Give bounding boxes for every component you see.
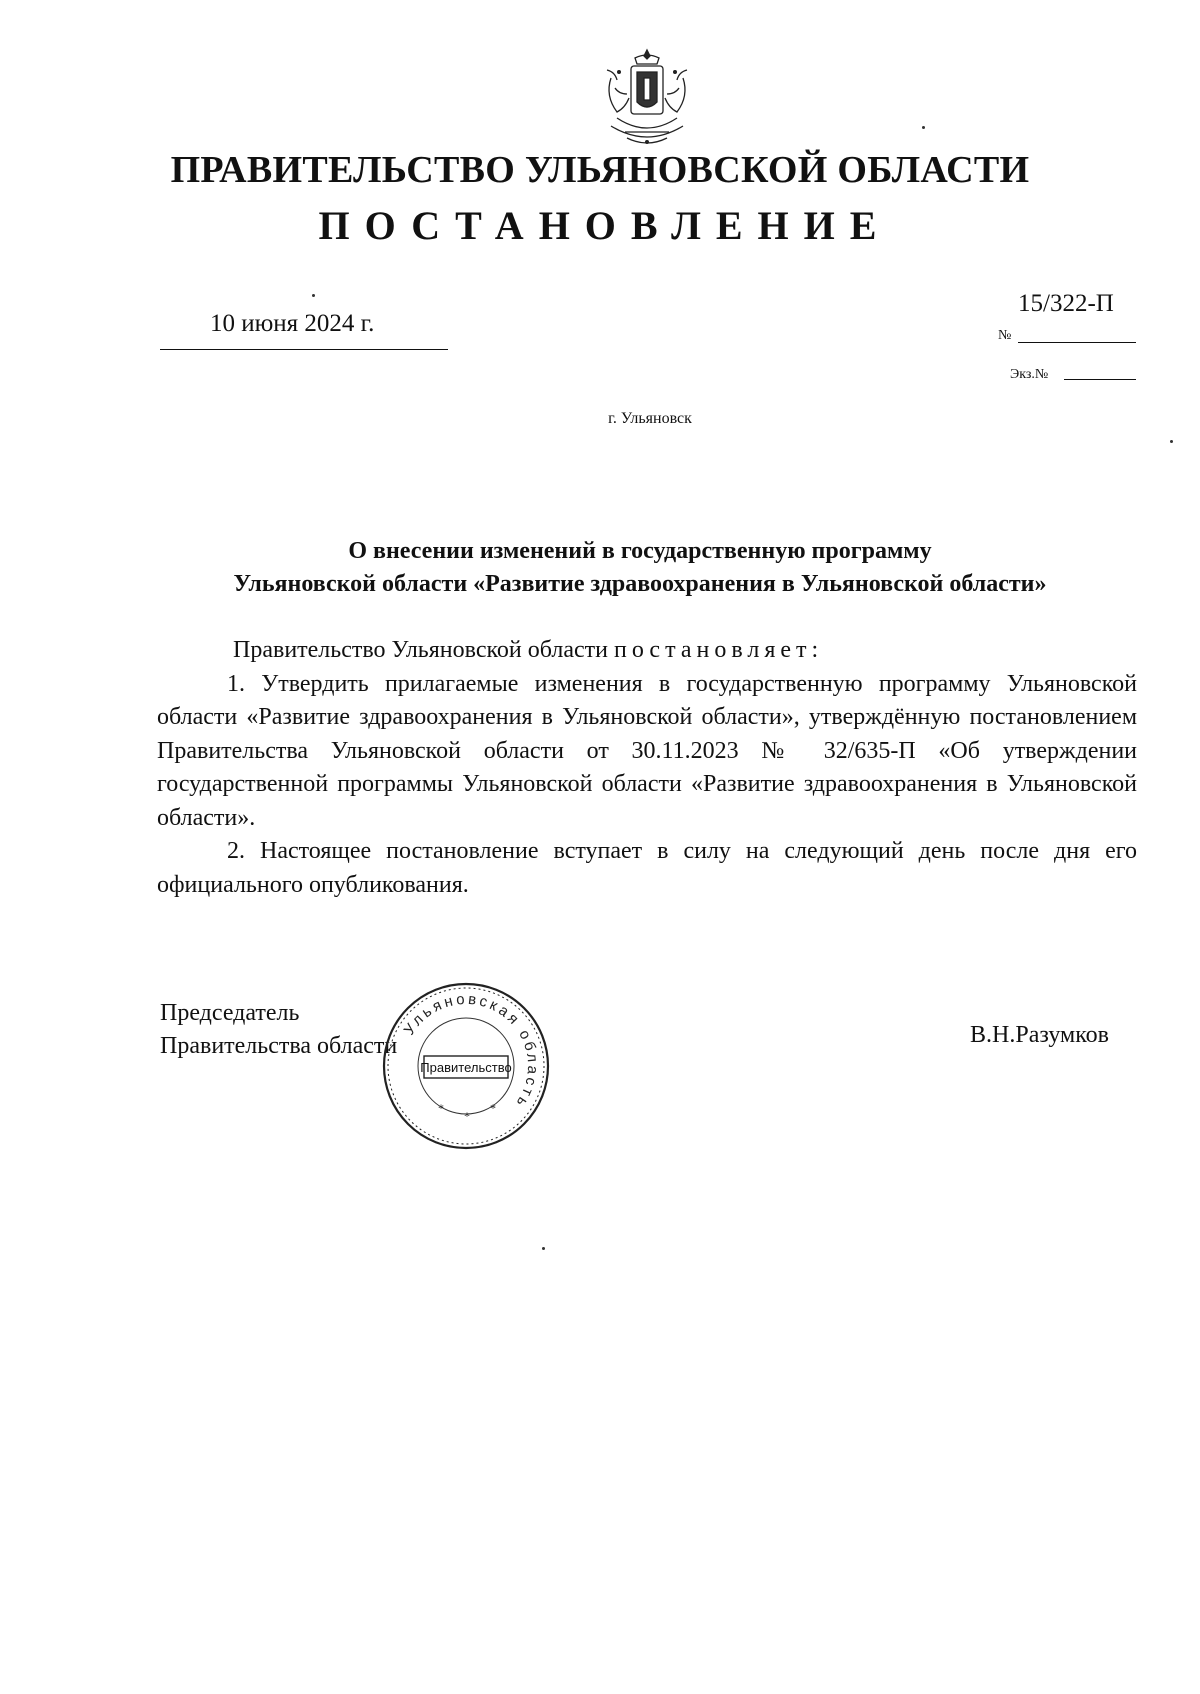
organization-title: ПРАВИТЕЛЬСТВО УЛЬЯНОВСКОЙ ОБЛАСТИ [170,149,1030,191]
document-type-heading: ПОСТАНОВЛЕНИЕ [318,203,892,248]
svg-text:*: * [490,1101,496,1115]
intro-paragraph [157,634,1137,668]
signatory-title-line-2: Правительства области [160,1033,398,1059]
scan-speck [312,294,315,297]
city-label: г. Ульяновск [608,410,692,427]
signatory-name: В.Н.Разумков [970,1022,1109,1048]
scan-speck [542,1247,545,1250]
official-seal-stamp [380,980,552,1152]
copy-number-underline [1064,379,1136,380]
document-subject [140,535,1140,601]
date-underline [160,349,448,350]
signatory-title [160,997,397,1063]
document-number: 15/322-П [1018,290,1114,317]
item-2-paragraph: 2. Настоящее постановление вступает в силу на следующий день после дня его официального опубликования. [157,838,1137,898]
intro-verb: постановляет: [613,637,824,663]
document-date: 10 июня 2024 г. [210,310,375,337]
copy-number-label: Экз.№ [1010,367,1049,382]
svg-text:Правительство: Правительство [420,1060,512,1075]
number-underline [1018,342,1136,343]
item-1-paragraph: 1. Утвердить прилагаемые изменения в государственную программу Ульяновской области «Развитие здравоохранения в Ульяновской области», утверждённую постановлением Правительства Ульяновской области от 30.11.2023 № 32/635-П «Об утверждении государственной программы Ульяновской области «Развитие здравоохранения в Ульяновской области». [157,670,1137,831]
svg-text:*: * [464,1109,470,1123]
intro-prefix: Правительство Ульяновской области [233,637,614,663]
scan-speck [922,126,925,129]
coat-of-arms-emblem [597,48,697,150]
subject-line-1: О внесении изменений в государственную программу [348,538,932,564]
document-body [157,634,1137,902]
number-sign-label: № [998,328,1012,343]
svg-text:*: * [438,1101,444,1115]
signatory-title-line-1: Председатель [160,1000,300,1026]
scan-speck [1170,440,1173,443]
svg-text:Ульяновская область: Ульяновская область [400,990,542,1113]
subject-line-2: Ульяновской области «Развитие здравоохранения в Ульяновской области» [233,571,1047,597]
